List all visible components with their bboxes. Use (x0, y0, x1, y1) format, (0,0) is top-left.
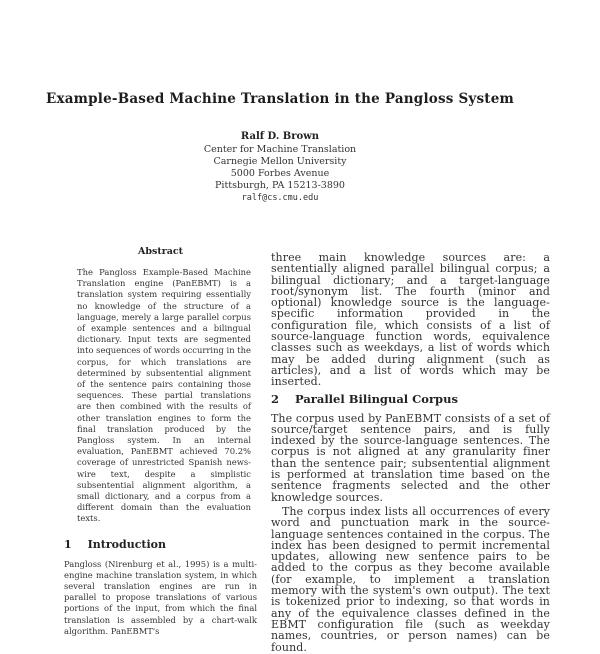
corpus-paragraph: The corpus index lists all occurrences of every word and punctuation mark in the source-language sentences contained in the corpus. The index has been designed to permit incremental updates, allowing new sentence pairs to be added to the corpus as they become available (for example, to implement a translation memory with the system's own output). The text is tokenized prior to indexing, so that words in any of the equivalence classes defined in the EBMT configuration file (such as weekday names, countries, or person names) can be found. (271, 504, 550, 654)
section-heading-label: Parallel Bilingual Corpus (295, 391, 458, 406)
section-heading-introduction (64, 538, 257, 552)
section-heading-parallel-bilingual-corpus (271, 392, 550, 407)
introduction-paragraph: Pangloss (Nirenburg et al., 1995) is a multi-engine machine translation system, in which several translation engines are run in parallel to propose translations of various portions of the input, from which the final translation is assembled by a chart-walk algorithm. PanEBMT's (64, 558, 257, 636)
abstract-heading: Abstract (137, 246, 184, 257)
author-email: ralf@cs.cmu.edu (241, 193, 319, 203)
introduction-continuation-paragraph: three main knowledge sources are: a sententially aligned parallel bilingual corpus; a bilingual dictionary; and a target-language root/synonym list. The fourth (minor and optional) knowledge source is the language-specific information provided in the configuration file, which consists of a list of source-language function words, equivalence classes such as weekdays, a list of words which may be added during alignment (such as articles), and a list of words which may be inserted. (271, 251, 550, 389)
author-block (20, 130, 540, 204)
author-name: Ralf D. Brown (240, 131, 320, 142)
section-number: 1 (64, 537, 72, 551)
page-title: Example-Based Machine Translation in the Pangloss System (46, 91, 514, 107)
left-column (64, 246, 257, 637)
author-affiliation-line: Pittsburgh, PA 15213-3890 (215, 180, 345, 191)
corpus-paragraph: The corpus used by PanEBMT consists of a set of source/target sentence pairs, and is fully indexed by the source-language sentences. The corpus is not aligned at any granularity finer than the sentence pair; subsentential alignment is performed at translation time based on the sentence fragments selected and the other knowledge sources. (271, 411, 550, 504)
author-affiliation-line: Center for Machine Translation (203, 144, 357, 155)
abstract-text: The Pangloss Example-Based Machine Translation engine (PanEBMT) is a translation system requiring essentially no knowledge of the structure of a language, merely a large parallel corpus of example sentences and a bilingual dictionary. Input texts are segmented into sequences of words occurring in the corpus, for which translations are determined by subsentential alignment of the sentence pairs containing those sequences. These partial translations are then combined with the results of other translation engines to form the final translation produced by the Pangloss system. In an internal evaluation, PanEBMT achieved 70.2% coverage of unrestricted Spanish news-wire text, despite a simplistic subsentential alignment algorithm, a small dictionary, and a corpus from a different domain than the evaluation texts. (77, 267, 251, 524)
section-heading-label: Introduction (87, 537, 166, 551)
section-number: 2 (271, 391, 280, 406)
author-affiliation-line: Carnegie Mellon University (213, 156, 347, 167)
author-affiliation-line: 5000 Forbes Avenue (230, 168, 330, 179)
right-column (271, 252, 550, 653)
